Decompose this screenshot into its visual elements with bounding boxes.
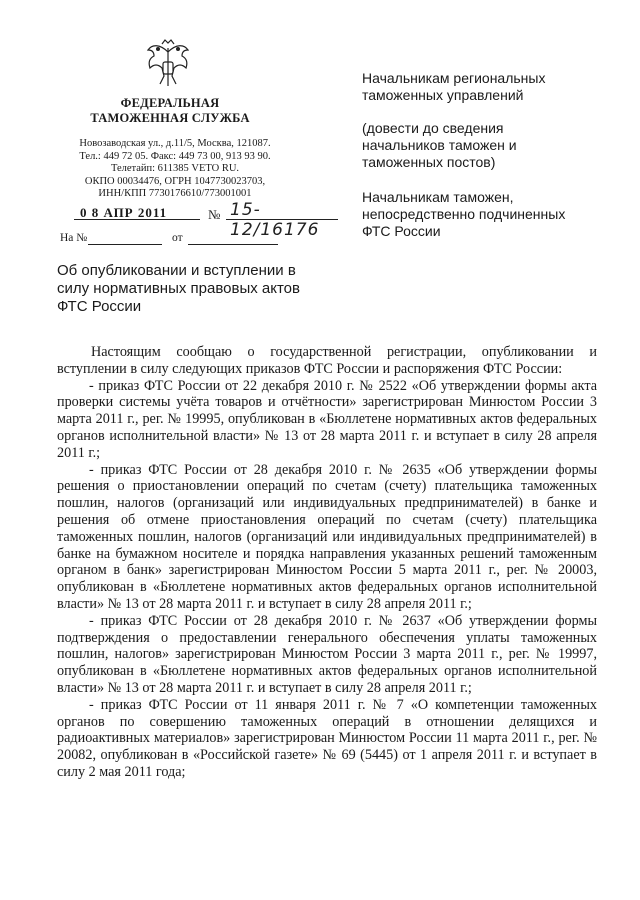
addressee-line: начальников таможен и (362, 137, 517, 153)
addressee-line: Начальникам таможен, (362, 189, 514, 205)
reference-line (60, 232, 290, 250)
ref-date-label: от (172, 232, 183, 244)
org-name-line2: ТАМОЖЕННАЯ СЛУЖБА (90, 111, 250, 125)
addressee-line: ФТС России (362, 223, 441, 239)
addressee-block (362, 70, 622, 104)
body-item: - приказ ФТС России от 28 декабря 2010 г. № 2635 «Об утверждении формы решения о приостановлении операций по счетам (счету) плательщика таможенных пошлин, налогов (организаций или индивидуальных предпринимателей) в банке и решения об отмене приостановления операций по счетам (счету) плательщика таможенных пошлин, налогов (организаций или индивидуальных предпринимателей) в банке на бумажном носителе и порядка направления указанных решений таможенным органом в банк» зарегистрирован Минюстом России 5 марта 2011 г., рег. № 20003, опубликован в «Бюллетене нормативных актов федеральных органов исполнительной власти» № 13 от 28 марта 2011 г. и вступает в силу 28 апреля 2011 г.; (57, 461, 597, 612)
contact-line: ОКПО 00034476, ОГРН 1047730023703, (84, 175, 266, 187)
letter-subject: Об опубликовании и вступлении в силу нормативных правовых актов ФТС России (57, 262, 300, 315)
sender-org-name (90, 96, 250, 126)
ref-number-label: На № (60, 232, 88, 244)
org-name-line1: ФЕДЕРАЛЬНАЯ (120, 96, 220, 110)
addressee-line: (довести до сведения (362, 120, 504, 136)
sender-contacts (60, 138, 290, 201)
registration-number: 15-12/16176 (230, 200, 320, 240)
contact-line: Телетайп: 611385 VETO RU. (110, 163, 240, 174)
double-headed-eagle-icon (142, 38, 194, 92)
number-label: № (208, 207, 221, 222)
addressee-note (362, 120, 622, 171)
registration-date: 0 8 АПР 2011 (80, 205, 168, 220)
body-item: - приказ ФТС России от 28 декабря 2010 г. № 2637 «Об утверждении формы подтверждения о предоставлении генерального обеспечения уплаты таможенных пошлин, налогов» зарегистрирован Минюстом России 3 марта 2011 г., рег. № 19997, опубликован в «Бюллетене нормативных актов федеральных органов исполнительной власти» № 13 от 28 марта 2011 г. и вступает в силу 28 апреля 2011 г.; (57, 612, 597, 696)
addressees (362, 70, 622, 256)
addressee-line: Начальникам региональных (362, 70, 546, 86)
letter-body (57, 344, 597, 781)
addressee-line: таможенных управлений (362, 87, 524, 103)
addressee-block (362, 189, 622, 240)
addressee-line: непосредственно подчиненных (362, 206, 566, 222)
ref-number-blank (88, 244, 162, 245)
contact-line: Новозаводская ул., д.11/5, Москва, 121087. (79, 138, 271, 149)
contact-line: Тел.: 449 72 05. Факс: 449 73 00, 913 93 90. (79, 150, 271, 162)
ref-date-blank (188, 244, 278, 245)
body-item: - приказ ФТС России от 22 декабря 2010 г. № 2522 «Об утверждении формы акта проверки системы учёта товаров и отчётности» зарегистрирован Минюстом России 3 марта 2011 г., рег. № 19995, опубликован в «Бюллетене нормативных актов федеральных органов исполнительной власти» № 13 от 28 марта 2011 г. и вступает в силу 28 апреля 2011 г.; (57, 377, 597, 461)
body-intro: Настоящим сообщаю о государственной регистрации, опубликовании и вступлении в силу следующих приказов ФТС России и распоряжения ФТС России: (57, 344, 597, 377)
addressee-line: таможенных постов) (362, 154, 496, 170)
body-item: - приказ ФТС России от 11 января 2011 г. № 7 «О компетенции таможенных органов по совершению таможенных операций в отношении делящихся и радиоактивных материалов» зарегистрирован Минюстом России 11 марта 2011 г., рег. № 20082, опубликован в «Российской газете» № 69 (5445) от 1 апреля 2011 г. и вступает в силу 2 мая 2011 года; (57, 696, 597, 780)
contact-line: ИНН/КПП 7730176610/773001001 (98, 188, 252, 199)
